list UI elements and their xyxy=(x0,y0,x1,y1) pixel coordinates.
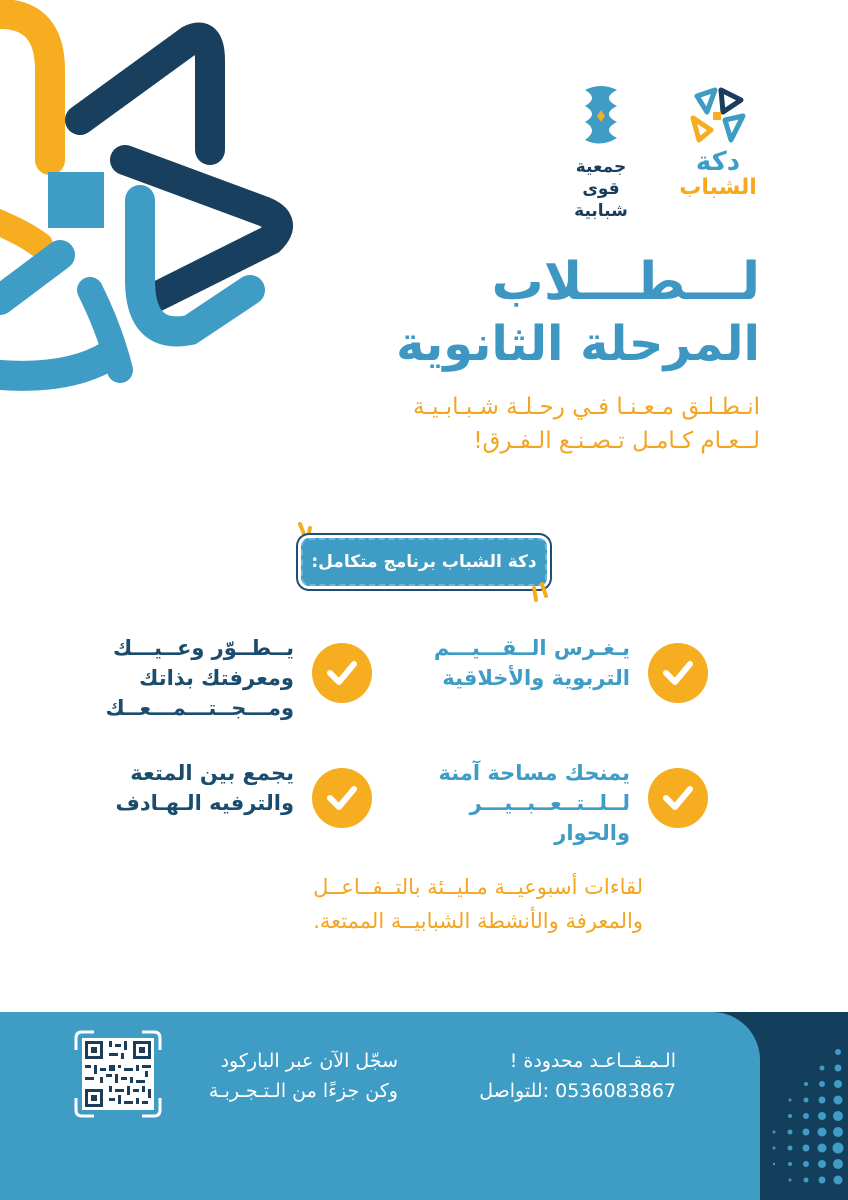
check-circle xyxy=(648,768,708,828)
feature-text xyxy=(64,633,294,723)
halftone-dots xyxy=(752,1012,848,1200)
check-circle xyxy=(312,643,372,703)
feature-item xyxy=(72,633,372,733)
feature-line: ومعرفتك بذاتك xyxy=(139,666,294,690)
title-line-2: المرحلة الثانوية xyxy=(396,316,760,372)
limited-seats-text: الـمـقــاعـد محدودة ! xyxy=(509,1050,676,1072)
check-icon xyxy=(326,659,358,687)
qr-code[interactable] xyxy=(74,1030,162,1118)
seats-and-contact xyxy=(466,1046,676,1106)
scan-line-2: وكن جزءًا من الـتـجـربـة xyxy=(208,1080,398,1102)
check-icon xyxy=(662,784,694,812)
feature-text xyxy=(400,633,630,693)
feature-line: التربوية والأخلاقية xyxy=(442,666,630,690)
feature-line: ومـــجــتـــمـــعــك xyxy=(105,696,294,720)
weekly-line-2: والمعرفة والأنشطة الشبابيــة الممتعة. xyxy=(313,909,643,933)
feature-text xyxy=(64,758,294,818)
quwa-logo xyxy=(556,84,646,222)
qr-code-icon xyxy=(82,1038,154,1110)
feature-line: يمنحك مساحة آمنة xyxy=(438,761,630,785)
check-circle xyxy=(648,643,708,703)
deco-square xyxy=(48,172,104,228)
program-label: دكة الشباب برنامج متكامل: xyxy=(301,538,547,586)
quwa-logo-icon xyxy=(579,84,623,150)
feature-item xyxy=(72,758,372,858)
check-icon xyxy=(662,659,694,687)
register-call-to-action xyxy=(178,1046,398,1106)
tagline-line-1: انـطـلـق مـعـنـا فـي رحـلـة شـبـابـيـة xyxy=(413,394,760,420)
dakka-logo-icon xyxy=(685,82,751,148)
footer-main-panel xyxy=(0,1012,760,1200)
feature-line: لــلــتــعــبــيـــر والحوار xyxy=(469,791,630,845)
dakka-logo xyxy=(678,82,758,200)
tagline xyxy=(320,390,760,458)
check-icon xyxy=(326,784,358,812)
weekly-description xyxy=(203,870,643,938)
feature-text xyxy=(400,758,630,848)
contact-line xyxy=(466,1076,676,1106)
feature-line: والترفيه الـهـادف xyxy=(115,791,294,815)
logos-area xyxy=(558,82,758,221)
feature-item xyxy=(408,758,708,858)
feature-item xyxy=(408,633,708,733)
weekly-line-1: لقاءات أسبوعيــة مـليــئة بالتــفــاعــل xyxy=(313,875,643,899)
quwa-logo-line2: قوى شبابية xyxy=(574,179,628,221)
tagline-line-2: لــعـام كـامـل تـصـنـع الـفـرق! xyxy=(473,428,760,454)
dakka-logo-line2: الشباب xyxy=(679,175,757,200)
decorative-shapes xyxy=(0,0,320,420)
feature-line: يــطــوّر وعــيـــك xyxy=(112,636,294,660)
page-title xyxy=(340,250,760,374)
phone-number[interactable]: 0536083867 xyxy=(555,1080,676,1102)
accent-marks-icon xyxy=(528,578,552,602)
dakka-logo-line1: دكة xyxy=(695,147,741,177)
contact-label: للتواصل: xyxy=(479,1080,550,1102)
feature-line: يـغـرس الــقـــيـــم xyxy=(433,636,630,660)
feature-line: يجمع بين المتعة xyxy=(130,761,294,785)
quwa-logo-line1: جمعية xyxy=(575,157,627,177)
footer xyxy=(0,1012,848,1200)
title-line-1: لـــطـــلاب xyxy=(491,252,760,312)
scan-line-1: سجّل الآن عبر الباركود xyxy=(220,1050,398,1072)
check-circle xyxy=(312,768,372,828)
